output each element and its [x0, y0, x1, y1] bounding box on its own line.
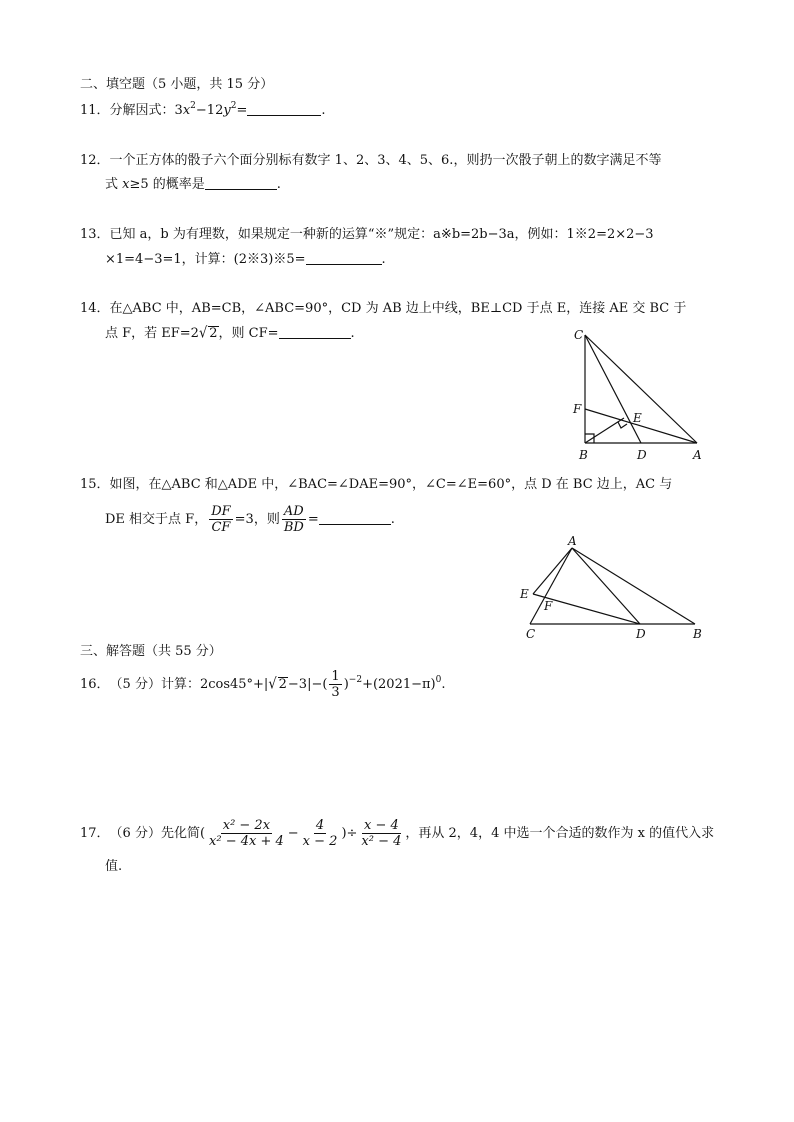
figure-q14: [565, 325, 715, 465]
segment-be: [585, 418, 624, 443]
question-number: 17．: [80, 826, 110, 841]
label-a: A: [568, 536, 577, 548]
label-b: B: [579, 448, 588, 462]
question-15: 15．如图，在△ABC 和△ADE 中，∠BAC=∠DAE=90°，∠C=∠E=60°，点 D 在 BC 边上，AC 与: [80, 477, 673, 492]
question-17: 17．（6 分）先化简( $\frac{\text{x² − 2x}}{\text{x² − 4x + 4}}$ − $\frac{4}{x - 2}$ )÷ $\frac{x - 4}{\text{x² − 4}}$ ，再从 2，4，4 中选一个合适的数作为 x 的值代入求: [80, 814, 714, 854]
fraction-df-cf: $\frac{DF}{CF}$: [211, 504, 231, 535]
question-11: 11．分解因式：$3x^2-12y^2=$ .: [80, 101, 326, 118]
label-b: B: [693, 627, 702, 641]
question-13-line2: ×1=4−3=1，计算：(2※3)※5= .: [105, 252, 386, 267]
label-c: C: [574, 328, 584, 342]
segment-ad: [572, 548, 640, 624]
fraction-3: $\frac{x - 4}{\text{x² − 4}}$: [361, 818, 402, 849]
question-14-line2: 点 F，若 EF=2√ 2，则 CF= .: [105, 324, 355, 343]
fraction-ad-bd: $\frac{AD}{BD}$: [283, 504, 304, 535]
label-d: D: [637, 448, 647, 462]
label-e: E: [633, 411, 642, 425]
answer-blank: [247, 102, 321, 116]
label-d: D: [636, 627, 646, 641]
segment-cd: [585, 335, 641, 443]
question-13: 13．已知 a，b 为有理数，如果规定一种新的运算“※”规定：a※b=2b−3a，例如：1※2=2×2−3: [80, 227, 654, 242]
segment-ab: [572, 548, 695, 624]
question-number: 15．: [80, 477, 110, 492]
figure-q15: [510, 536, 710, 644]
question-number: 11．: [80, 103, 110, 118]
label-c: C: [526, 627, 536, 641]
question-number: 12．: [80, 153, 110, 168]
right-angle-mark-e: [618, 422, 627, 428]
answer-blank: [306, 251, 382, 265]
answer-blank: [205, 176, 277, 190]
question-15-line2: DE 相交于点 F， $\frac{DF}{CF}$ =3，则 $\frac{AD}{BD}$ = .: [105, 504, 395, 535]
question-number: 13．: [80, 227, 110, 242]
fraction-2: $\frac{4}{x - 2}$: [302, 818, 338, 849]
label-f: F: [573, 402, 582, 416]
question-12: 12．一个正方体的骰子六个面分别标有数字 1、2、3、4、5、6.，则扔一次骰子朝上的数字满足不等: [80, 153, 662, 168]
segment-ca: [585, 335, 697, 443]
question-number: 16．: [80, 677, 110, 692]
fraction-1: $\frac{\text{x² − 2x}}{\text{x² − 4x + 4}}$: [209, 818, 284, 849]
segment-ae: [533, 548, 572, 594]
question-number: 14．: [80, 301, 110, 316]
answer-blank: [319, 511, 391, 525]
label-a: A: [693, 448, 702, 462]
section-title-fill-in: 二、填空题（5 小题，共 15 分）: [80, 77, 274, 92]
question-14: 14．在△ABC 中，AB=CB，∠ABC=90°，CD 为 AB 边上中线，BE⊥CD 于点 E，连接 AE 交 BC 于: [80, 301, 687, 316]
answer-blank: [279, 325, 351, 339]
label-f: F: [544, 599, 553, 613]
question-16: 16．（5 分）计算：2cos45°+|√ 2−3|−( $\frac{1}{3}$ )$^{-2}+(2021-\pi)^0$.: [80, 669, 446, 700]
question-12-line2: 式 x≥5 的概率是 .: [105, 177, 281, 192]
fraction-one-third: $\frac{1}{3}$: [331, 669, 340, 700]
label-e: E: [520, 587, 529, 601]
question-17-line2: 值.: [105, 859, 123, 874]
section-title-solutions: 三、解答题（共 55 分）: [80, 644, 222, 659]
